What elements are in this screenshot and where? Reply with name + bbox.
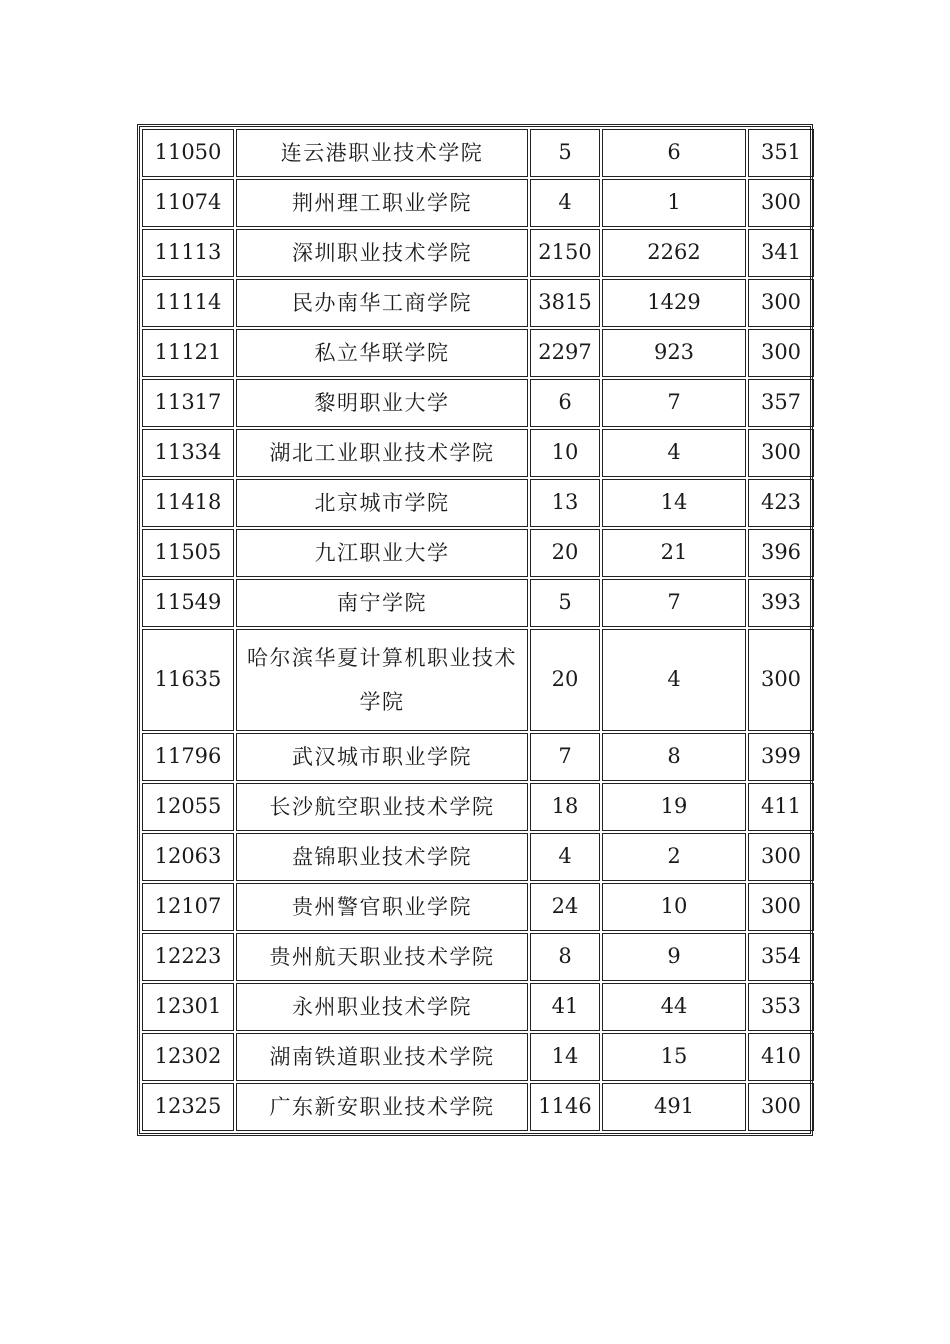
score-cell: 396 [748, 529, 814, 577]
value-b-cell: 8 [602, 733, 746, 781]
score-cell: 300 [748, 329, 814, 377]
value-a-cell: 41 [530, 983, 600, 1031]
score-cell: 423 [748, 479, 814, 527]
value-a-cell: 4 [530, 179, 600, 227]
value-b-cell: 19 [602, 783, 746, 831]
value-b-cell: 7 [602, 379, 746, 427]
school-code-cell: 11074 [142, 179, 234, 227]
school-name-cell: 盘锦职业技术学院 [236, 833, 528, 881]
value-a-cell: 6 [530, 379, 600, 427]
school-name-cell: 贵州警官职业学院 [236, 883, 528, 931]
value-a-cell: 2297 [530, 329, 600, 377]
table-row [142, 983, 814, 1031]
value-b-cell: 1429 [602, 279, 746, 327]
table-row [142, 579, 814, 627]
score-cell: 300 [748, 629, 814, 731]
value-b-cell: 923 [602, 329, 746, 377]
score-cell: 300 [748, 833, 814, 881]
score-cell: 300 [748, 429, 814, 477]
value-a-cell: 18 [530, 783, 600, 831]
table-row [142, 833, 814, 881]
value-b-cell: 6 [602, 129, 746, 177]
value-b-cell: 10 [602, 883, 746, 931]
admissions-table [140, 127, 816, 1133]
table-row [142, 783, 814, 831]
school-code-cell: 11114 [142, 279, 234, 327]
school-name-cell: 湖南铁道职业技术学院 [236, 1033, 528, 1081]
school-name-cell: 荆州理工职业学院 [236, 179, 528, 227]
school-code-cell: 11334 [142, 429, 234, 477]
table-row [142, 1083, 814, 1131]
table-row [142, 279, 814, 327]
school-name-cell: 哈尔滨华夏计算机职业技术学院 [236, 629, 528, 731]
value-a-cell: 10 [530, 429, 600, 477]
score-cell: 354 [748, 933, 814, 981]
school-code-cell: 11317 [142, 379, 234, 427]
value-b-cell: 15 [602, 1033, 746, 1081]
table-row [142, 629, 814, 731]
school-name-cell: 民办南华工商学院 [236, 279, 528, 327]
table-row [142, 329, 814, 377]
school-code-cell: 12055 [142, 783, 234, 831]
value-b-cell: 21 [602, 529, 746, 577]
score-cell: 300 [748, 883, 814, 931]
table-row [142, 429, 814, 477]
school-code-cell: 12325 [142, 1083, 234, 1131]
value-a-cell: 7 [530, 733, 600, 781]
score-cell: 411 [748, 783, 814, 831]
score-cell: 300 [748, 1083, 814, 1131]
value-a-cell: 24 [530, 883, 600, 931]
table-body [142, 129, 814, 1131]
school-name-cell: 连云港职业技术学院 [236, 129, 528, 177]
school-name-cell: 贵州航天职业技术学院 [236, 933, 528, 981]
table-row [142, 933, 814, 981]
school-name-cell: 私立华联学院 [236, 329, 528, 377]
score-cell: 353 [748, 983, 814, 1031]
value-a-cell: 20 [530, 629, 600, 731]
score-cell: 410 [748, 1033, 814, 1081]
value-a-cell: 8 [530, 933, 600, 981]
score-cell: 341 [748, 229, 814, 277]
school-code-cell: 11121 [142, 329, 234, 377]
school-code-cell: 12223 [142, 933, 234, 981]
table-row [142, 1033, 814, 1081]
admissions-table-frame [137, 124, 813, 1136]
value-b-cell: 7 [602, 579, 746, 627]
value-b-cell: 1 [602, 179, 746, 227]
school-code-cell: 12301 [142, 983, 234, 1031]
school-name-cell: 深圳职业技术学院 [236, 229, 528, 277]
value-b-cell: 4 [602, 429, 746, 477]
school-name-cell: 湖北工业职业技术学院 [236, 429, 528, 477]
table-row [142, 229, 814, 277]
school-name-cell: 武汉城市职业学院 [236, 733, 528, 781]
value-b-cell: 4 [602, 629, 746, 731]
school-code-cell: 11635 [142, 629, 234, 731]
table-row [142, 883, 814, 931]
table-row [142, 529, 814, 577]
value-a-cell: 5 [530, 129, 600, 177]
value-a-cell: 13 [530, 479, 600, 527]
table-row [142, 733, 814, 781]
school-name-cell: 长沙航空职业技术学院 [236, 783, 528, 831]
value-a-cell: 20 [530, 529, 600, 577]
score-cell: 300 [748, 179, 814, 227]
value-a-cell: 2150 [530, 229, 600, 277]
school-code-cell: 11050 [142, 129, 234, 177]
value-a-cell: 1146 [530, 1083, 600, 1131]
school-code-cell: 12063 [142, 833, 234, 881]
value-b-cell: 2262 [602, 229, 746, 277]
value-b-cell: 14 [602, 479, 746, 527]
score-cell: 300 [748, 279, 814, 327]
table-row [142, 179, 814, 227]
score-cell: 351 [748, 129, 814, 177]
value-b-cell: 2 [602, 833, 746, 881]
school-name-cell: 北京城市学院 [236, 479, 528, 527]
school-name-cell: 广东新安职业技术学院 [236, 1083, 528, 1131]
school-code-cell: 11796 [142, 733, 234, 781]
score-cell: 393 [748, 579, 814, 627]
value-b-cell: 9 [602, 933, 746, 981]
school-name-cell: 九江职业大学 [236, 529, 528, 577]
school-code-cell: 11505 [142, 529, 234, 577]
school-name-cell: 南宁学院 [236, 579, 528, 627]
table-row [142, 379, 814, 427]
value-b-cell: 491 [602, 1083, 746, 1131]
school-code-cell: 11113 [142, 229, 234, 277]
value-b-cell: 44 [602, 983, 746, 1031]
value-a-cell: 14 [530, 1033, 600, 1081]
school-name-cell: 黎明职业大学 [236, 379, 528, 427]
school-name-cell: 永州职业技术学院 [236, 983, 528, 1031]
value-a-cell: 5 [530, 579, 600, 627]
table-row [142, 129, 814, 177]
value-a-cell: 4 [530, 833, 600, 881]
school-code-cell: 12107 [142, 883, 234, 931]
table-row [142, 479, 814, 527]
school-code-cell: 11418 [142, 479, 234, 527]
school-code-cell: 11549 [142, 579, 234, 627]
score-cell: 399 [748, 733, 814, 781]
score-cell: 357 [748, 379, 814, 427]
value-a-cell: 3815 [530, 279, 600, 327]
school-code-cell: 12302 [142, 1033, 234, 1081]
